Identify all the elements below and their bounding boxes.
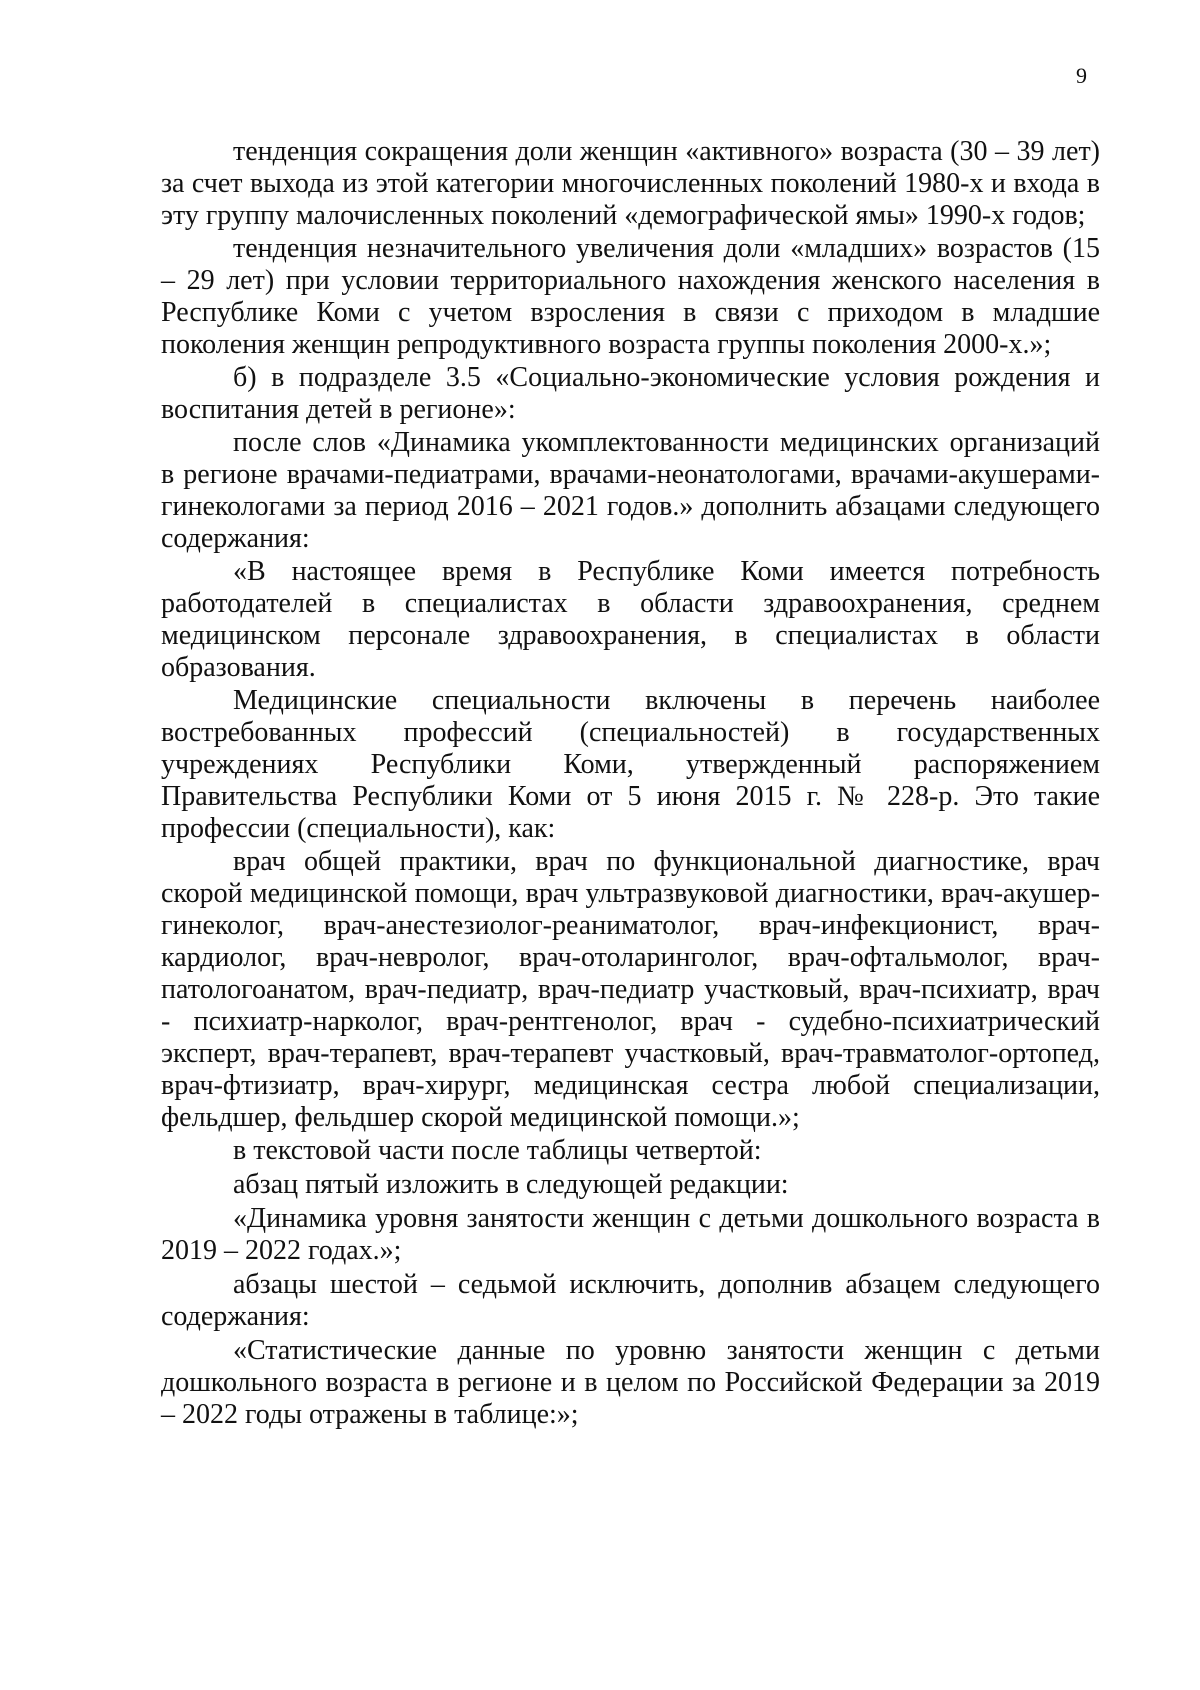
paragraph-11: абзацы шестой – седьмой исключить, дополнив абзацем следующего содержания: <box>161 1269 1100 1332</box>
paragraph-9: абзац пятый изложить в следующей редакции: <box>233 1169 789 1200</box>
paragraph-2: тенденция незначительного увеличения доли «младших» возрастов (15 – 29 лет) при условии территориального нахождения женского населения в Республике Коми с учетом взросления в связи с приходом в младшие поколения женщин репродуктивного возраста группы поколения 2000-х.»; <box>161 233 1100 360</box>
paragraph-12: «Статистические данные по уровню занятости женщин с детьми дошкольного возраста в регионе и в целом по Российской Федерации за 2019 – 2022 годы отражены в таблице:»; <box>161 1335 1100 1430</box>
paragraph-10: «Динамика уровня занятости женщин с детьми дошкольного возраста в 2019 – 2022 годах.»; <box>161 1203 1100 1266</box>
paragraph-1: тенденция сокращения доли женщин «активного» возраста (30 – 39 лет) за счет выхода из этой категории многочисленных поколений 1980-х и входа в эту группу малочисленных поколений «демографической ямы» 1990-х годов; <box>161 136 1100 231</box>
paragraph-5: «В настоящее время в Республике Коми имеется потребность работодателей в специалистах в области здравоохранения, среднем медицинском персонале здравоохранения, в специалистах в области образования. <box>161 556 1100 683</box>
paragraph-8: в текстовой части после таблицы четвертой: <box>233 1135 762 1166</box>
paragraph-3: б) в подразделе 3.5 «Социально-экономические условия рождения и воспитания детей в регионе»: <box>161 362 1100 425</box>
paragraph-6: Медицинские специальности включены в перечень наиболее востребованных профессий (специальностей) в государственных учреждениях Республики Коми, утвержденный распоряжением Правительства Республики Коми от 5 июня 2015 г. № 228-р. Это такие профессии (специальности), как: <box>161 685 1100 844</box>
document-body <box>161 136 1100 1433</box>
paragraph-4: после слов «Динамика укомплектованности медицинских организаций в регионе врачами-педиатрами, врачами-неонатологами, врачами-акушерами-гинекологами за период 2016 – 2021 годов.» дополнить абзацами следующего содержания: <box>161 427 1100 554</box>
page-number: 9 <box>1076 63 1087 88</box>
paragraph-7: врач общей практики, врач по функциональной диагностике, врач скорой медицинской помощи, врач ультразвуковой диагностики, врач-акушер-гинеколог, врач-анестезиолог-реаниматолог, врач-инфекционист, врач-кардиолог, врач-невролог, врач-отоларинголог, врач-офтальмолог, врач-патологоанатом, врач-педиатр, врач-педиатр участковый, врач-психиатр, врач - психиатр-нарколог, врач-рентгенолог, врач - судебно-психиатрический эксперт, врач-терапевт, врач-терапевт участковый, врач-травматолог-ортопед, врач-фтизиатр, врач-хирург, медицинская сестра любой специализации, фельдшер, фельдшер скорой медицинской помощи.»; <box>161 846 1100 1133</box>
